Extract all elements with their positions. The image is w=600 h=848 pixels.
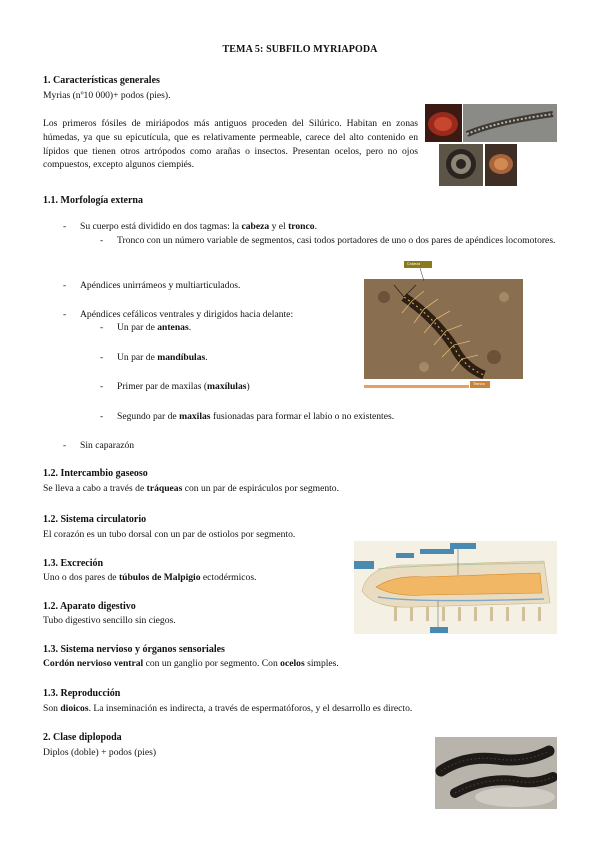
section-heading-reproduccion: 1.3. Reproducción xyxy=(43,688,121,699)
section-heading-diplopoda: 2. Clase diplopoda xyxy=(43,732,122,743)
text: . xyxy=(188,322,192,333)
section-heading-digestivo: 1.2. Aparato digestivo xyxy=(43,601,136,612)
term-maxilulas: maxílulas xyxy=(207,381,247,392)
text: Se lleva a cabo a través de xyxy=(43,483,147,494)
section-heading-caracteristicas: 1. Características generales xyxy=(43,75,160,86)
bullet-dash: - xyxy=(100,411,104,422)
bullet-sin-caparazon: Sin caparazón xyxy=(80,440,135,451)
section-heading-circulatorio: 1.2. Sistema circulatorio xyxy=(43,514,147,525)
text: . xyxy=(314,221,317,232)
bullet-dash: - xyxy=(100,235,104,246)
text-intercambio xyxy=(43,482,339,496)
text: . La inseminación es indirecta, a través de espermatóforos, y el desarrollo es directo. xyxy=(88,703,413,714)
section-heading-morfologia: 1.1. Morfología externa xyxy=(43,195,143,206)
text: con un par de espiráculos por segmento. xyxy=(182,483,339,494)
text-reproduccion xyxy=(43,702,412,716)
sub-bullet-mandibulas xyxy=(117,351,208,365)
text-nervioso xyxy=(43,657,339,671)
text-diplopoda: Diplos (doble) + podos (pies) xyxy=(43,747,157,758)
label-tronco: Tronco xyxy=(473,382,485,386)
term-mandibulas: mandíbulas xyxy=(157,352,206,363)
term-tubulos-malpigio: túbulos de Malpigio xyxy=(118,572,201,583)
text: Un par de xyxy=(117,322,158,333)
text: Segundo par de xyxy=(117,411,180,422)
bullet-dash: - xyxy=(100,381,104,392)
section-heading-intercambio: 1.2. Intercambio gaseoso xyxy=(43,468,148,479)
term-cordon-nervioso: Cordón nervioso ventral xyxy=(43,658,144,669)
text: . xyxy=(205,352,208,363)
text: y el xyxy=(269,221,289,232)
bullet-dash: - xyxy=(100,352,104,363)
bullet-dash: - xyxy=(100,322,104,333)
etymology-line: Myrias (nº10 000)+ podos (pies). xyxy=(43,90,171,101)
text: fusionadas para formar el labio o no existentes. xyxy=(210,411,395,422)
term-ocelos: ocelos xyxy=(280,658,305,669)
text: ) xyxy=(246,381,250,392)
term-antenas: antenas xyxy=(157,322,189,333)
text-circulatorio: El corazón es un tubo dorsal con un par de ostiolos por segmento. xyxy=(43,529,296,540)
millipede-photo xyxy=(435,737,557,809)
text: Uno o dos pares de xyxy=(43,572,119,583)
text: ectodérmicos. xyxy=(200,572,257,583)
term-tronco: tronco xyxy=(288,221,315,232)
term-cabeza: cabeza xyxy=(241,221,270,232)
centipede-photo xyxy=(364,257,523,392)
bullet-dash: - xyxy=(63,280,67,291)
bullet-dash: - xyxy=(63,440,67,451)
text: Son xyxy=(43,703,61,714)
section-heading-nervioso: 1.3. Sistema nervioso y órganos sensoriales xyxy=(43,644,225,655)
text-digestivo: Tubo digestivo sencillo sin ciegos. xyxy=(43,615,176,626)
term-maxilas: maxilas xyxy=(179,411,211,422)
intro-paragraph: Los primeros fósiles de miriápodos más antiguos proceden del Silúrico. Habitan en zonas húmedas, ya que su epicutícula, que es relativamente permeable, carece del alto contenido en lípidos que tienen otros artrópodos como arañas o insectos. Presentan ocelos, pero no ojos compuestos, excepto algunos ciempiés. xyxy=(43,118,418,171)
text: Su cuerpo está dividido en dos tagmas: la xyxy=(80,221,242,232)
myriapod-photo-collage xyxy=(425,104,557,186)
text: Un par de xyxy=(117,352,158,363)
label-cabeza: Cabeza xyxy=(407,262,421,266)
section-heading-excrecion: 1.3. Excreción xyxy=(43,558,104,569)
page-title: TEMA 5: SUBFILO MYRIAPODA xyxy=(222,44,378,55)
text: simples. xyxy=(304,658,339,669)
sub-bullet-maxilas xyxy=(117,410,394,424)
text: Primer par de maxilas ( xyxy=(117,381,208,392)
bullet-dash: - xyxy=(63,309,67,320)
bullet-dash: - xyxy=(63,221,67,232)
text: con un ganglio por segmento. Con xyxy=(143,658,281,669)
sub-bullet-maxilulas xyxy=(117,380,250,394)
sub-bullet-tronco: Tronco con un número variable de segmentos, casi todos portadores de uno o dos pares de apéndices locomotores. xyxy=(117,235,556,246)
bullet-apendices-cefalicos: Apéndices cefálicos ventrales y dirigidos hacia delante: xyxy=(80,309,294,320)
bullet-apendices: Apéndices unirrámeos y multiarticulados. xyxy=(80,280,241,291)
bullet-tagmas xyxy=(80,220,317,234)
term-dioicos: dioicos xyxy=(60,703,89,714)
sub-bullet-antenas xyxy=(117,321,191,335)
anatomy-diagram xyxy=(354,541,557,634)
term-traqueas: tráqueas xyxy=(146,483,183,494)
text-excrecion xyxy=(43,571,256,585)
